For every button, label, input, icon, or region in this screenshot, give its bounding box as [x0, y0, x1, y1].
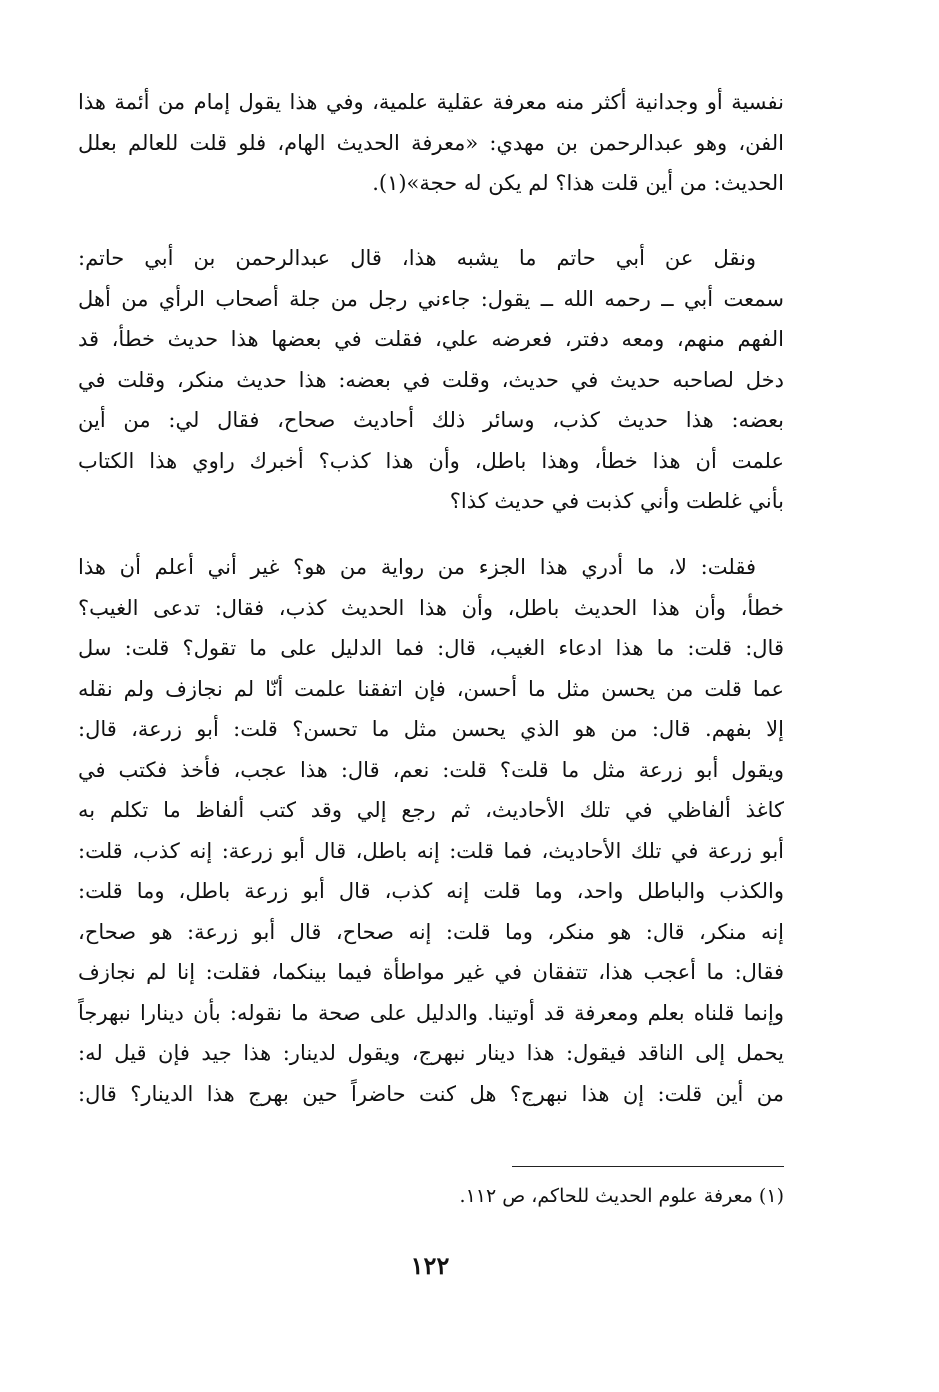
text-line: فقلت: لا، ما أدري هذا الجزء من رواية من هو؟ غير أني أعلم أن هذا — [78, 555, 756, 579]
text-line: كاغذ ألفاظي في تلك الأحاديث، ثم رجع إلي وقد كتب ألفاظ ما تكلم به — [78, 798, 784, 822]
paragraph-1 — [78, 82, 784, 204]
text-line: سمعت أبي ــ رحمه الله ــ يقول: جاءني رجل من جلة أصحاب الرأي من أهل — [78, 286, 784, 311]
page-number: ١٢٢ — [410, 1251, 450, 1280]
text-line: أبو زرعة في تلك الأحاديث، فما قلت: إنه باطل، قال أبو زرعة: إنه كذب، قلت: — [78, 838, 784, 863]
text-line: فقال: ما أعجب هذا، تتفقان في غير مواطأة فيما بينكما، فقلت: إنا لم نجازف — [78, 960, 784, 984]
text-line: عما قلت من يحسن مثل ما أحسن، فإن اتفقنا علمت أنّا لم نجازف ولم نقله — [78, 676, 784, 701]
text-line: بأني غلطت وأني كذبت في حديث كذا؟ — [449, 489, 784, 513]
text-line: إنه منكر، قال: هو منكر، وما قلت: إنه صحاح، قال أبو زرعة: هو صحاح، — [78, 919, 784, 944]
text-line: الفهم منهم، ومعه دفتر، فعرضه علي، فقلت في بعضها هذا حديث خطأ، قد — [78, 327, 784, 351]
text-line: إلا بفهم. قال: من هو الذي يحسن مثل ما تحسن؟ قلت: أبو زرعة، قال: — [78, 717, 784, 741]
text-line: الفن، وهو عبدالرحمن بن مهدي: «معرفة الحديث الهام، فلو قلت للعالم بعلل — [78, 130, 784, 155]
text-line: من أين قلت: إن هذا نبهرج؟ هل كنت حاضراً حين بهرج هذا الدينار؟ قال: — [78, 1081, 784, 1106]
text-line: قال: قلت: ما هذا ادعاء الغيب، قال: فما الدليل على ما تقول؟ قلت: سل — [78, 636, 784, 660]
text-line: وإنما قلناه بعلم ومعرفة قد أوتينا. والدليل على صحة ما نقوله: بأن دينارا نبهرجاً — [78, 1000, 784, 1025]
text-line: يحمل إلى الناقد فيقول: هذا دينار نبهرج، ويقول لدينار: هذا جيد فإن قيل له: — [78, 1041, 784, 1065]
text-line: نفسية أو وجدانية أكثر منه معرفة عقلية علمية، وفي هذا يقول إمام من أئمة هذا — [78, 90, 784, 114]
text-line: والكذب والباطل واحد، وما قلت إنه كذب، قال أبو زرعة باطل، وما قلت: — [78, 879, 784, 903]
text-line: الحديث: من أين قلت هذا؟ لم يكن له حجة»(١). — [372, 171, 784, 195]
paragraph-2 — [78, 238, 784, 522]
paragraph-3 — [78, 547, 784, 1114]
text-line: بعضه: هذا حديث كذب، وسائر ذلك أحاديث صحاح، فقال لي: من أين — [78, 408, 784, 432]
footnote: (١) معرفة علوم الحديث للحاكم، ص ١١٢. — [459, 1185, 784, 1207]
text-line: دخل لصاحبه حديث في حديث، وقلت في بعضه: هذا حديث منكر، وقلت في — [78, 367, 784, 392]
footnote-divider — [512, 1166, 784, 1167]
text-line: خطأ، وأن هذا الحديث باطل، وأن هذا الحديث كذب، فقال: تدعى الغيب؟ — [78, 595, 784, 620]
text-line: ويقول أبو زرعة مثل ما قلت؟ قلت: نعم، قال: هذا عجب، فأخذ فكتب في — [78, 757, 784, 782]
text-line: ونقل عن أبي حاتم ما يشبه هذا، قال عبدالرحمن بن أبي حاتم: — [78, 246, 756, 270]
text-line: علمت أن هذا خطأ، وهذا باطل، وأن هذا كذب؟ أخبرك راوي هذا الكتاب — [78, 448, 784, 473]
